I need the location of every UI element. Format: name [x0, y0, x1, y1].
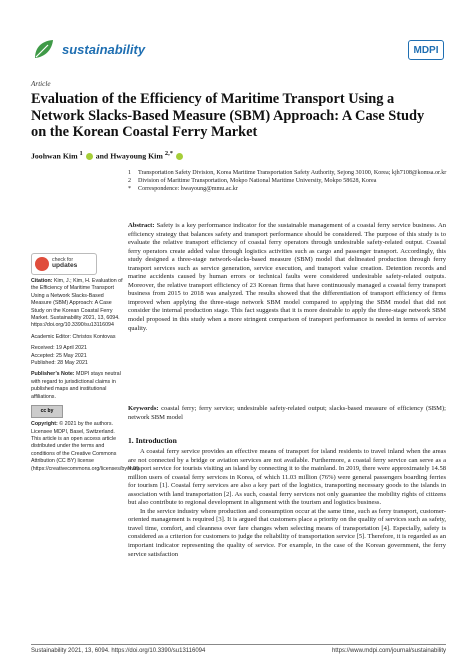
- keywords-text: coastal ferry; ferry service; undesirable safety-related output; slacks-based measure of efficiency (SBM); network SBM model: [128, 405, 446, 421]
- affiliations: [128, 169, 448, 194]
- abstract-text: Safety is a key performance indicator for the sustainable management of a coastal ferry service business. An efficiency strategy that balances safety and transport performance should be considered. The purpose of this study is to evaluate the relative transport efficiency of coastal ferry operators through undesirable safety-related output. Coastal ferry operators create added value through logistics activities such as cargo and passenger transport. Accordingly, this study designed a three-stage network-slacks-based measure (SBM) model that delineated production through ferry transport services such as service generation, service execution, and transport value creation. Detention records and marine accidents caused by human errors or technical faults were considered undesirable safety-related outputs. Moreover, the relative transport efficiency of 23 Korean firms that have continuously managed a coastal ferry transport business from 2015 to 2018 was analyzed. The results showed that the differentiation of transport efficiency of firms improved when applying the three-stage network SBM model compared to applying the SBM model that did not consider the internal production stage. This fact suggests that it is more desirable to apply the three-stage network SBM model proposed in this study when a more stringent comparison of transport performance is needed in terms of service quality.: [128, 222, 446, 332]
- footer-citation: Sustainability 2021, 13, 6094. https://doi.org/10.3390/su13116094: [31, 648, 206, 654]
- keywords-label: Keywords:: [128, 405, 159, 412]
- footer-divider: [31, 644, 446, 645]
- affiliation-item: 1 Transportation Safety Division, Korea Maritime Transportation Safety Authority, Sejong 30100, Korea; kjh7108@komsa.or.kr: [128, 170, 447, 176]
- affiliation-item: * Correspondence: hwayoung@mmu.ac.kr: [128, 186, 238, 193]
- abstract-label: Abstract:: [128, 222, 155, 229]
- copyright-block: Copyright: © 2021 by the authors. Licensee MDPI, Basel, Switzerland. This article is an open access article distributed under the terms and conditions of the Creative Commons Attribution (CC BY) license (https://creativecommons.org/licenses/by/4.0/).: [31, 421, 141, 472]
- article-title: Evaluation of the Efficiency of Maritime Transport Using a Network Slacks-Based Measure (SBM) Approach: A Case Study on the Korean Coastal Ferry Market: [31, 91, 425, 140]
- author-affil-sup: 2,*: [164, 150, 173, 157]
- paragraph: A coastal ferry service provides an effective means of transport for island residents to travel inland when the areas are not connected by a bridge or aviation services are not available. Furthermore, a coastal ferry service can serve as a transport service for tourists visiting an island by connecting it to the mainland. In 2019, there were approximately 14.58 million users of coastal ferry services in Korea, of which 11.03 million (76%) were general passengers boarding ferries for tourism [1]. Coastal ferry services are also a key part of the logistics, transporting necessary goods to the islands in association with land transportation [2]. As such, coastal ferry services not only guarantee the mobility rights of citizens but also contribute to regional development in alignment with the tourism and logistics business.: [128, 448, 446, 507]
- journal-logo-icon: [31, 36, 57, 62]
- published-date: Published: 28 May 2021: [31, 360, 88, 367]
- author-name: Joohwan Kim: [31, 151, 78, 161]
- author-name: and Hwayoung Kim: [95, 151, 163, 161]
- check-label: check for: [52, 257, 74, 263]
- check-for-updates-button[interactable]: [31, 253, 97, 275]
- sidebar: [31, 278, 141, 473]
- author-list: [31, 150, 184, 161]
- abstract: [128, 222, 446, 333]
- cc-license-icon[interactable]: cc by: [31, 405, 63, 418]
- section-heading: 1. Introduction: [128, 436, 177, 445]
- orcid-icon[interactable]: [176, 153, 183, 160]
- footer-journal-link[interactable]: https://www.mdpi.com/journal/sustainability: [331, 648, 446, 654]
- updates-label: updates: [52, 262, 78, 269]
- keywords: [128, 405, 446, 422]
- paragraph: In the service industry where production and consumption occur at the same time, such as ferry transport, customer-oriented management is required [3]. It is argued that customers place a priority on the quality of services such as safety, travel time, comfort, and cleanness over fare changes when selecting means of transportation [4]. Especially, safety is considered as a criterion for customers to judge the reliability of transportation service [5]. Therefore, it is regarded as an important indicator representing the quality of service. For example, in the case of the Korean government, the ferry service satisfaction: [128, 507, 446, 558]
- citation-block: Citation: Kim, J.; Kim, H. Evaluation of the Efficiency of Maritime Transport Using a Network Slacks-Based Measure (SBM) Approach: A Case Study on the Korean Coastal Ferry Market. Sustainability 2021, 13, 6094. https://doi.org/10.3390/su13116094: [31, 278, 123, 329]
- article-type: Article: [31, 80, 51, 88]
- academic-editor: Academic Editor: Christos Kontovas: [31, 333, 116, 340]
- intro-body: [128, 448, 446, 559]
- check-updates-icon: [35, 257, 49, 271]
- publisher-note: Publisher’s Note: MDPI stays neutral with regard to jurisdictional claims in published maps and institutional affiliations.: [31, 371, 121, 400]
- author-affil-sup: 1: [79, 150, 83, 157]
- journal-name: sustainability: [62, 42, 146, 57]
- publisher-logo: MDPI: [408, 40, 444, 60]
- affiliation-item: 2 Division of Maritime Transportation, Mokpo National Maritime University, Mokpo 58628, Korea: [128, 178, 377, 185]
- received-date: Received: 19 April 2021: [31, 345, 87, 352]
- accepted-date: Accepted: 25 May 2021: [31, 352, 87, 359]
- orcid-icon[interactable]: [86, 153, 93, 160]
